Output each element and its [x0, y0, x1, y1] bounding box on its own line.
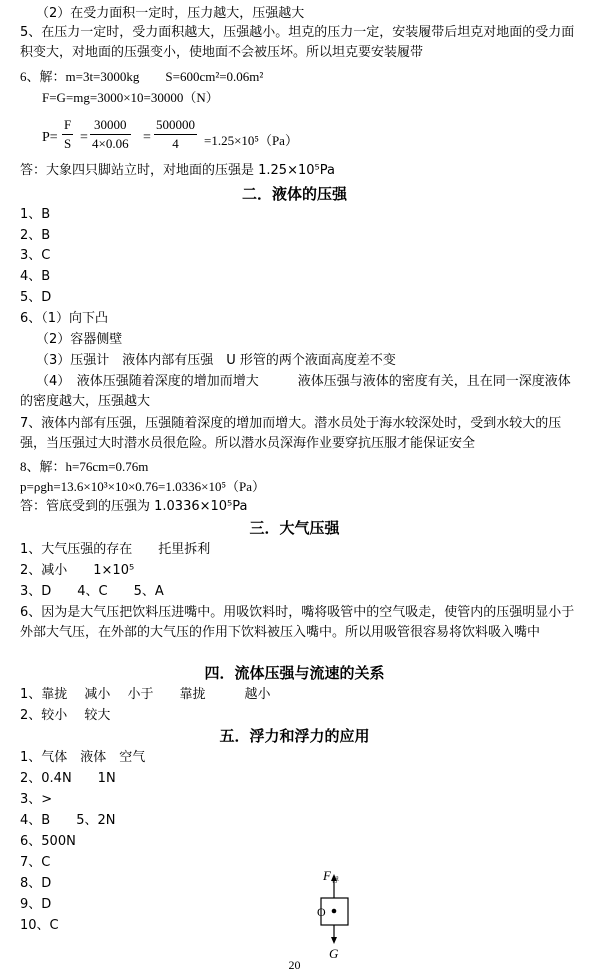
gravity-label: G	[329, 946, 339, 961]
list-item: 2、0.4N 1N	[20, 771, 116, 786]
answer-q7: 7、液体内部有压强，压强随着深度的增加而增大。潜水员处于海水较深处时，受到水较大的压强，当压强过大时潜水员很危险。所以潜水员深海作业要穿抗压服才能保证安全	[20, 416, 562, 451]
section-title-liquid-pressure: 二．液体的压强	[241, 185, 347, 203]
fraction-denominator: 4×0.06	[92, 136, 129, 151]
section-title-atmospheric-pressure: 三．大气压强	[249, 519, 340, 537]
center-point	[332, 909, 337, 914]
list-item: 8、D	[20, 876, 52, 891]
answer-q3-5: 3、D 4、C 5、A	[20, 584, 164, 599]
answer-q8-given: 8、解：h=76cm=0.76m	[20, 459, 149, 474]
answer-q6-conclusion: 答：大象四只脚站立时，对地面的压强是 1.25×10⁵Pa	[20, 163, 335, 178]
fraction-bar	[90, 134, 131, 135]
fraction-numerator: 500000	[156, 117, 195, 132]
fraction-simplified	[154, 117, 197, 152]
list-item: 10、C	[20, 918, 59, 933]
list-item: 6、500N	[20, 834, 76, 849]
fraction-f-over-s	[62, 117, 73, 152]
answer-q1: 1、靠拢 减小 小于 靠拢 越小	[20, 687, 271, 702]
formula-result: =1.25×10⁵（Pa）	[204, 133, 298, 148]
list-item: 3、C	[20, 248, 51, 263]
list-item: 4、B	[20, 269, 51, 284]
answer-q6-2: （2）容器侧壁	[36, 332, 123, 347]
answer-q8-calc: p=ρgh=13.6×10³×10×0.76=1.0336×10⁵（Pa）	[20, 479, 265, 494]
fraction-values	[90, 117, 131, 152]
answer-q6-3: （3）压强计 液体内部有压强 U 形管的两个液面高度差不变	[36, 353, 396, 368]
list-item: 5、D	[20, 290, 52, 305]
fraction-denominator: 4	[172, 136, 179, 151]
fraction-denominator: S	[64, 136, 72, 151]
fraction-bar	[62, 134, 73, 135]
answer-q6-4: （4） 液体压强随着深度的增加而增大 液体压强与液体的密度有关，且在同一深度液体的密度越大，压强越大	[20, 374, 571, 409]
answer-line: （2）在受力面积一定时，压力越大，压强越大	[36, 6, 305, 21]
answer-q1: 1、大气压强的存在 托里拆利	[20, 542, 211, 557]
fraction-bar	[154, 134, 197, 135]
buoyancy-label: F	[323, 868, 331, 883]
list-item: 3、>	[20, 792, 53, 807]
buoyancy-label-subscript: 浮	[332, 877, 339, 884]
equals-sign: =	[80, 130, 88, 145]
origin-label: O	[317, 905, 326, 919]
fraction-numerator: F	[64, 117, 72, 132]
list-item: 9、D	[20, 897, 52, 912]
answer-q6-given: 6、解：m=3t=3000kg S=600cm²=0.06m²	[20, 69, 264, 84]
answer-q6-1: 6、（1）向下凸	[20, 311, 109, 326]
answer-q5: 5、在压力一定时，受力面积越大，压强越小。坦克的压力一定，安装履带后坦克对地面的受力面积变大，对地面的压强变小，使地面不会被压坏。所以坦克要安装履带	[20, 25, 575, 60]
list-item: 1、气体 液体 空气	[20, 750, 146, 765]
list-item: 7、C	[20, 855, 51, 870]
list-item: 1、B	[20, 207, 51, 222]
force-diagram	[305, 862, 365, 962]
list-item: 4、B 5、2N	[20, 813, 116, 828]
answer-q6-force: F=G=mg=3000×10=30000（N）	[42, 90, 219, 105]
fraction-numerator: 30000	[94, 117, 127, 132]
equals-sign: =	[143, 130, 151, 145]
answer-q6: 6、因为是大气压把饮料压进嘴中。用吸饮料时，嘴将吸管中的空气吸走，使管内的压强明显小于外部大气压，在外部的大气压的作用下饮料被压入嘴中。所以用吸管很容易将饮料吸入嘴中	[20, 605, 575, 640]
page-number: 20	[288, 958, 301, 972]
gravity-arrowhead	[331, 937, 337, 944]
answer-q2: 2、较小 较大	[20, 708, 111, 723]
section-title-buoyancy: 五．浮力和浮力的应用	[219, 727, 370, 745]
answer-q2: 2、减小 1×10⁵	[20, 563, 135, 578]
section-title-fluid-pressure: 四．流体压强与流速的关系	[204, 664, 385, 682]
answer-q8-conclusion: 答：管底受到的压强为 1.0336×10⁵Pa	[20, 499, 248, 514]
formula-lhs: P=	[42, 130, 58, 145]
list-item: 2、B	[20, 228, 51, 243]
